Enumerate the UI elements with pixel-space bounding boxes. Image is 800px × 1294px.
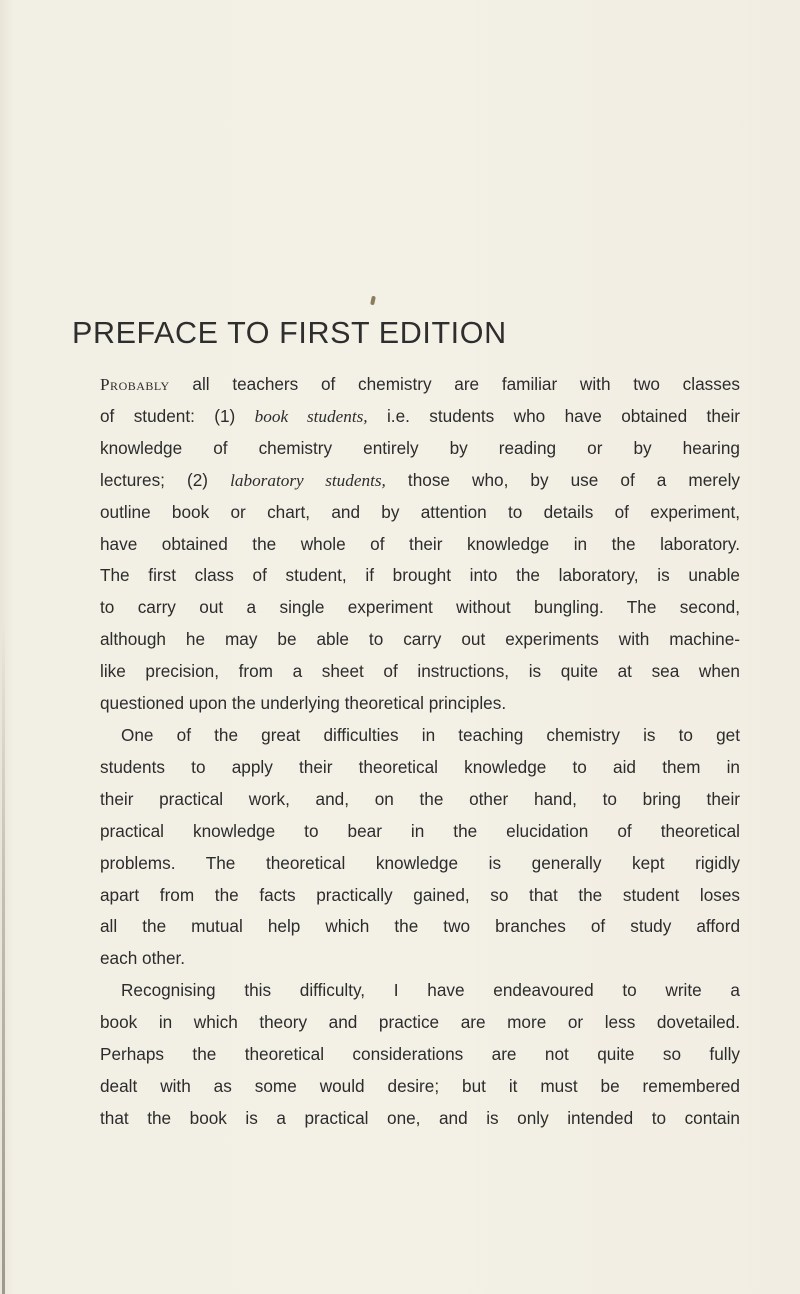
text-line	[100, 848, 740, 880]
italic-term: laboratory students,	[230, 470, 386, 490]
text-line	[100, 752, 740, 784]
text-run: those who, by use of a merely	[385, 469, 740, 490]
text-line	[100, 1007, 740, 1039]
text-line	[100, 816, 740, 848]
text-run: to carry out a single experiment without bungling. The second,	[100, 597, 740, 618]
paragraph	[100, 369, 740, 720]
text-run: One of the great difficulties in teaching chemistry is to get	[121, 724, 740, 745]
ink-speck	[370, 296, 376, 306]
lead-word: Probably	[100, 375, 170, 394]
text-line	[100, 1039, 740, 1071]
text-line	[100, 624, 740, 656]
text-run: apart from the facts practically gained, so that the student loses	[100, 884, 740, 905]
text-run: knowledge of chemistry entirely by reading or by hearing	[100, 437, 740, 458]
text-run: book in which theory and practice are more or less dovetailed.	[100, 1012, 740, 1033]
text-run: although he may be able to carry out experiments with machine-	[100, 629, 740, 650]
text-run: practical knowledge to bear in the elucidation of theoretical	[100, 820, 740, 841]
text-line	[100, 497, 740, 529]
text-line	[100, 720, 740, 752]
text-line	[100, 880, 740, 912]
text-line	[100, 401, 740, 433]
text-line	[100, 688, 740, 720]
text-line	[100, 560, 740, 592]
text-line	[100, 592, 740, 624]
text-line	[100, 784, 740, 816]
text-line	[100, 433, 740, 465]
text-run: each other.	[100, 948, 186, 969]
text-line	[100, 1071, 740, 1103]
text-run: lectures; (2)	[100, 469, 231, 490]
text-run: all teachers of chemistry are familiar with two classes	[169, 374, 740, 394]
preface-body	[100, 369, 740, 1135]
text-run: have obtained the whole of their knowledge in the laboratory.	[100, 533, 740, 554]
text-run: The first class of student, if brought into the laboratory, is unable	[100, 565, 740, 586]
paragraph	[100, 720, 740, 975]
text-line	[100, 1103, 740, 1135]
text-run: questioned upon the underlying theoretical principles.	[100, 693, 507, 714]
text-run: their practical work, and, on the other hand, to bring their	[100, 788, 740, 809]
text-line	[100, 943, 740, 975]
page-gutter-shadow	[2, 620, 5, 1294]
text-run: dealt with as some would desire; but it must be remembered	[100, 1075, 740, 1096]
text-line	[100, 911, 740, 943]
paragraph	[100, 975, 740, 1135]
text-line	[100, 656, 740, 688]
text-run: like precision, from a sheet of instructions, is quite at sea when	[100, 661, 740, 682]
text-line	[100, 465, 740, 497]
text-run: that the book is a practical one, and is only intended to contain	[100, 1107, 740, 1128]
text-run: students to apply their theoretical knowledge to aid them in	[100, 756, 740, 777]
text-run: Recognising this difficulty, I have endeavoured to write a	[121, 980, 740, 1001]
text-run: of student: (1)	[100, 405, 255, 426]
text-run: i.e. students who have obtained their	[367, 405, 740, 426]
text-run: Perhaps the theoretical considerations are not quite so fully	[100, 1044, 740, 1065]
text-line	[100, 529, 740, 561]
text-line	[100, 975, 740, 1007]
text-run: outline book or chart, and by attention to details of experiment,	[100, 501, 740, 522]
page-title: PREFACE TO FIRST EDITION	[72, 316, 507, 350]
italic-term: book students,	[254, 406, 368, 426]
text-run: all the mutual help which the two branches of study afford	[100, 916, 740, 937]
text-run: problems. The theoretical knowledge is generally kept rigidly	[100, 852, 740, 873]
text-line	[100, 369, 740, 401]
